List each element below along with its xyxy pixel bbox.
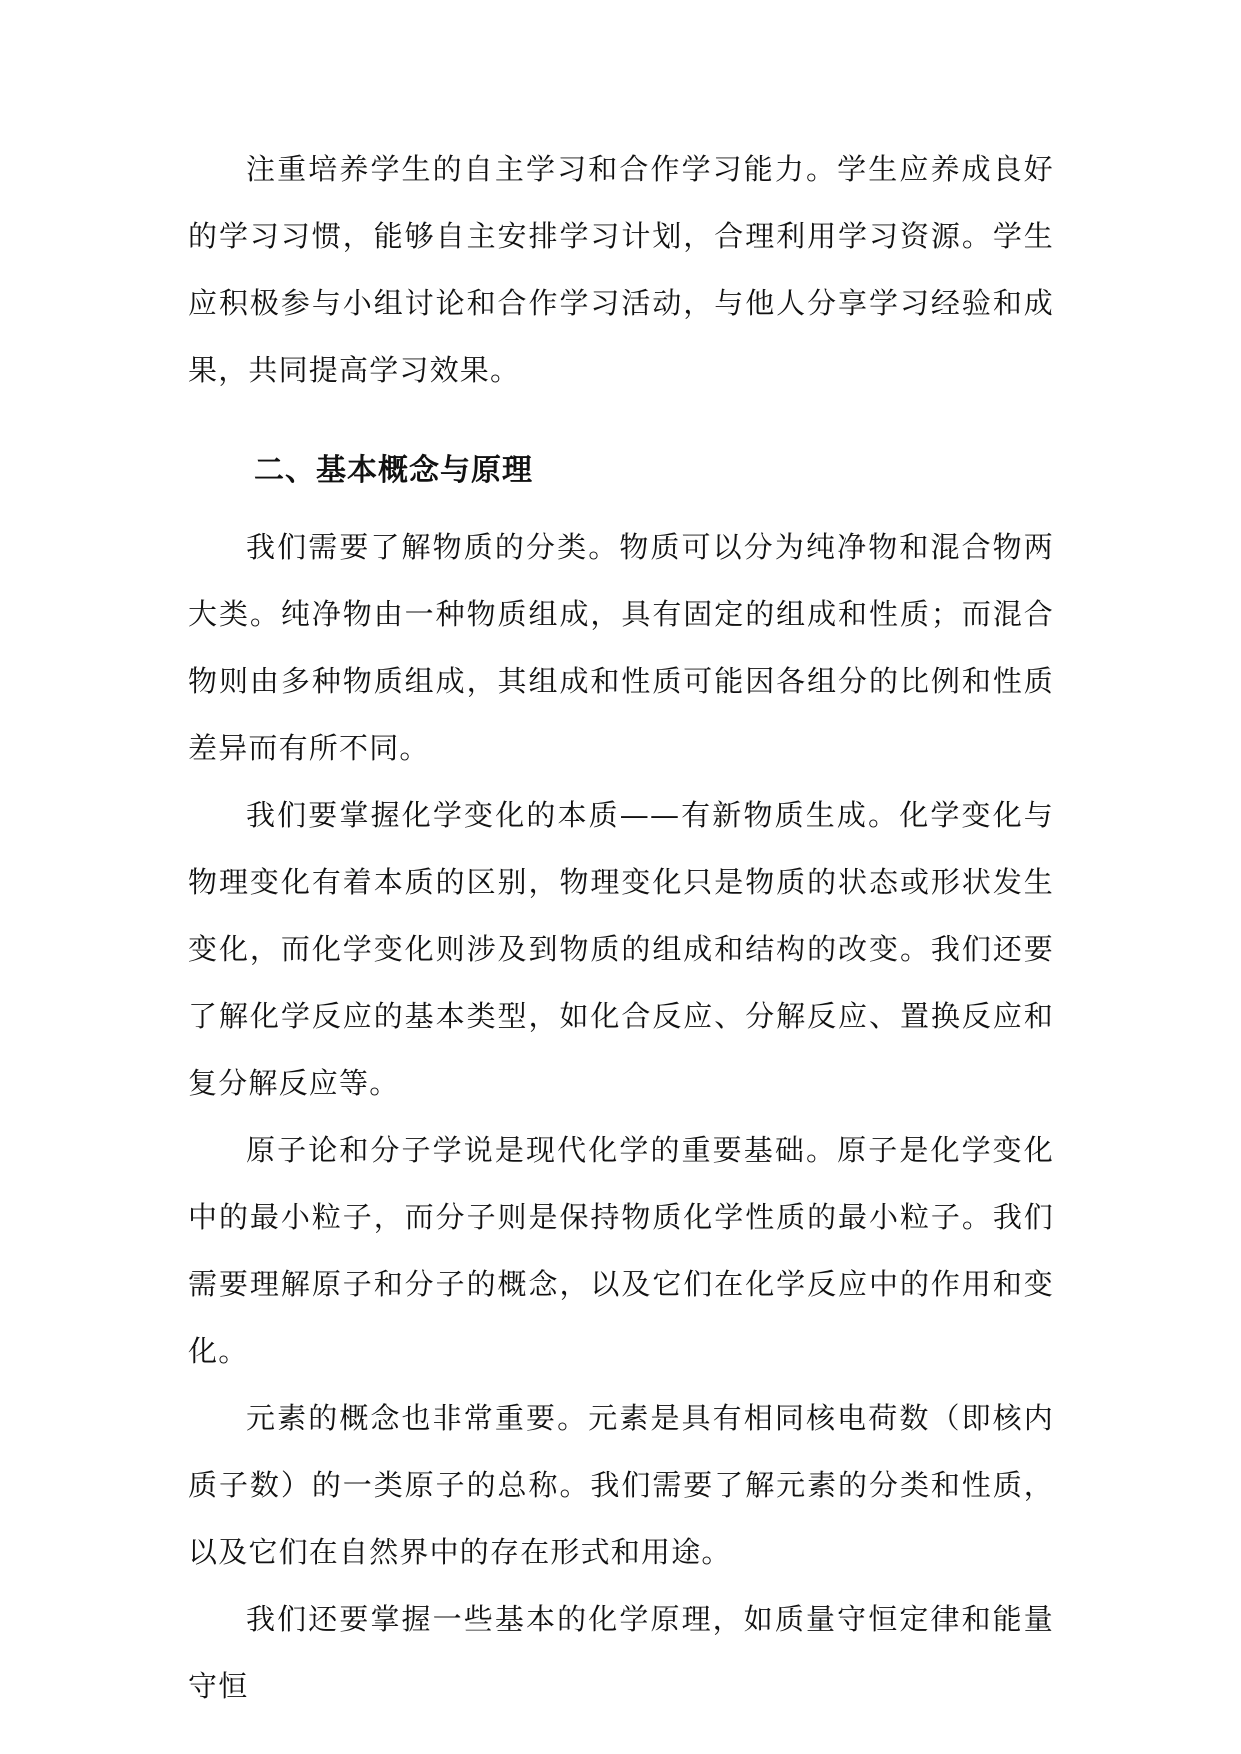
body-paragraph: 原子论和分子学说是现代化学的重要基础。原子是化学变化中的最小粒子，而分子则是保持物质化学性质的最小粒子。我们需要理解原子和分子的概念，以及它们在化学反应中的作用和变化。 <box>188 1133 1054 1368</box>
body-paragraph: 我们要掌握化学变化的本质——有新物质生成。化学变化与物理变化有着本质的区别，物理变化只是物质的状态或形状发生变化，而化学变化则涉及到物质的组成和结构的改变。我们还要了解化学反应的基本类型，如化合反应、分解反应、置换反应和复分解反应等。 <box>188 798 1054 1100</box>
body-paragraph: 注重培养学生的自主学习和合作学习能力。学生应养成良好的学习习惯，能够自主安排学习计划，合理利用学习资源。学生应积极参与小组讨论和合作学习活动，与他人分享学习经验和成果，共同提高学习效果。 <box>188 152 1054 387</box>
body-paragraph: 我们还要掌握一些基本的化学原理，如质量守恒定律和能量守恒 <box>188 1602 1054 1703</box>
body-paragraph: 元素的概念也非常重要。元素是具有相同核电荷数（即核内质子数）的一类原子的总称。我们需要了解元素的分类和性质，以及它们在自然界中的存在形式和用途。 <box>188 1401 1054 1569</box>
document-page <box>188 136 1054 1720</box>
body-paragraph: 我们需要了解物质的分类。物质可以分为纯净物和混合物两大类。纯净物由一种物质组成，具有固定的组成和性质；而混合物则由多种物质组成，其组成和性质可能因各组分的比例和性质差异而有所不同。 <box>188 530 1054 765</box>
section-heading: 二、基本概念与原理 <box>254 453 533 488</box>
